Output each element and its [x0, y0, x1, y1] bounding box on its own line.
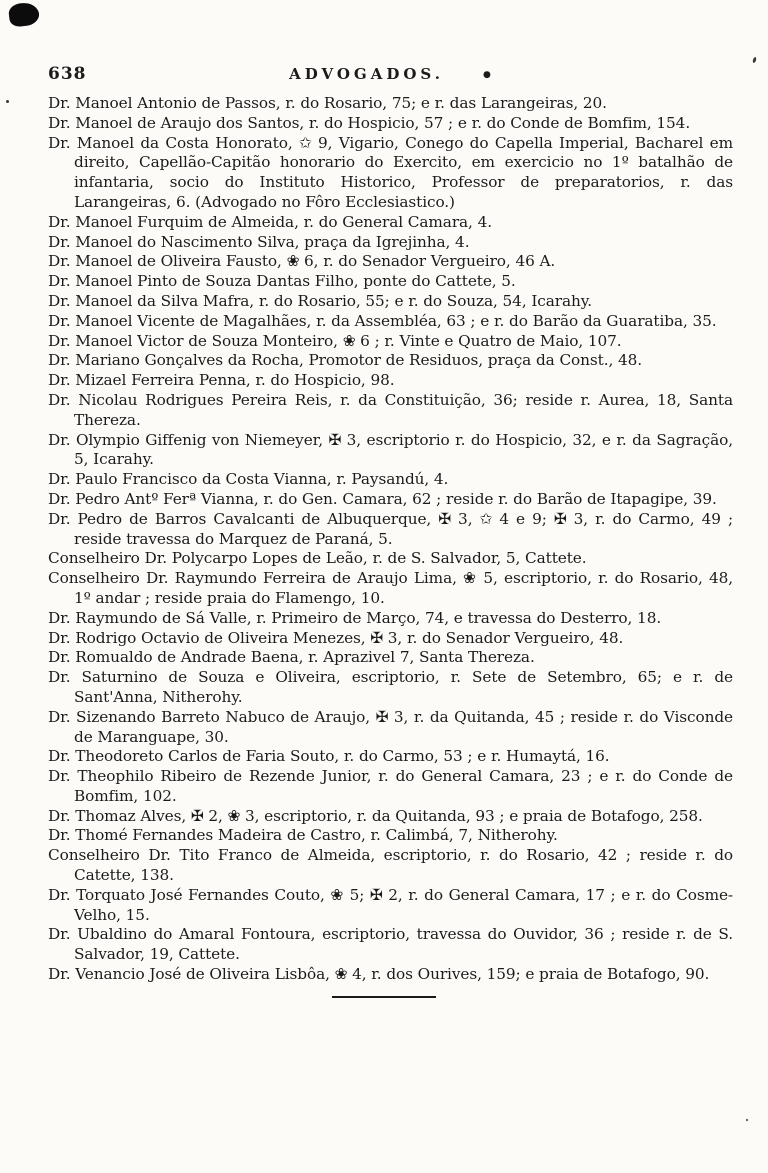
page-number: 638	[48, 64, 87, 84]
entry-list	[48, 94, 733, 985]
directory-entry: Dr. Manoel Pinto de Souza Dantas Filho, ponte do Cattete, 5.	[48, 272, 516, 291]
directory-entry: Dr. Pedro de Barros Cavalcanti de Albuquerque, ✠ 3, ✩ 4 e 9; ✠ 3, r. do Carmo, 49 ; reside travessa do Marquez de Paraná, 5.	[48, 509, 733, 548]
end-of-section-rule	[332, 996, 436, 998]
header-center	[289, 64, 491, 83]
directory-entry: Conselheiro Dr. Raymundo Ferreira de Araujo Lima, ❀ 5, escriptorio, r. do Rosario, 48, 1º andar ; reside praia do Flamengo, 10.	[48, 569, 733, 607]
directory-entry: Dr. Romualdo de Andrade Baena, r. Aprazivel 7, Santa Thereza.	[48, 648, 535, 667]
directory-entry: Dr. Saturnino de Souza e Oliveira, escriptorio, r. Sete de Setembro, 65; e r. de Sant'Anna, Nitherohy.	[48, 668, 733, 706]
directory-entry: Dr. Theophilo Ribeiro de Rezende Junior, r. do General Camara, 23 ; e r. do Conde de Bomfim, 102.	[48, 767, 733, 805]
scan-artifact-ink-blob	[8, 1, 41, 27]
scan-speck	[6, 100, 9, 103]
directory-entry: Dr. Manoel de Araujo dos Santos, r. do Hospicio, 57 ; e r. do Conde de Bomfim, 154.	[48, 113, 691, 132]
directory-entry: Dr. Pedro Antº Ferª Vianna, r. do Gen. Camara, 62 ; reside r. do Barão de Itapagipe, 39.	[48, 489, 717, 508]
directory-entry: Conselheiro Dr. Polycarpo Lopes de Leão, r. de S. Salvador, 5, Cattete.	[48, 549, 587, 568]
directory-entry: Dr. Olympio Giffenig von Niemeyer, ✠ 3, escriptorio r. do Hospicio, 32, e r. da Sagração, 5, Icarahy.	[48, 430, 733, 469]
directory-entry: Dr. Theodoreto Carlos de Faria Souto, r. do Carmo, 53 ; e r. Humaytá, 16.	[48, 747, 610, 766]
directory-entry: Dr. Mariano Gonçalves da Rocha, Promotor de Residuos, praça da Const., 48.	[48, 351, 643, 370]
directory-entry: Dr. Manoel de Oliveira Fausto, ❀ 6, r. do Senador Vergueiro, 46 A.	[48, 252, 556, 271]
directory-entry: Dr. Raymundo de Sá Valle, r. Primeiro de Março, 74, e travessa do Desterro, 18.	[48, 608, 662, 627]
bullet-icon: ●	[483, 70, 491, 80]
scan-speck	[752, 57, 757, 64]
directory-entry: Dr. Manoel Furquim de Almeida, r. do General Camara, 4.	[48, 212, 492, 231]
directory-entry: Dr. Manoel da Silva Mafra, r. do Rosario, 55; e r. do Souza, 54, Icarahy.	[48, 291, 593, 310]
directory-entry: Conselheiro Dr. Tito Franco de Almeida, escriptorio, r. do Rosario, 42 ; reside r. do Catette, 138.	[48, 846, 733, 885]
directory-entry: Dr. Manoel do Nascimento Silva, praça da Igrejinha, 4.	[48, 232, 470, 251]
directory-entry: Dr. Manoel da Costa Honorato, ✩ 9, Vigario, Conego do Capella Imperial, Bacharel em direito, Capellão-Capitão honorario do Exercito, em exercicio no 1º batalhão de infantaria, socio do Instituto Historico, Professor de preparatorios, r. das Larangeiras, 6. (Advogado no Fôro Ecclesiastico.)	[48, 133, 733, 211]
directory-entry: Dr. Nicolau Rodrigues Pereira Reis, r. da Constituição, 36; reside r. Aurea, 18, Santa Thereza.	[48, 390, 733, 429]
directory-entry: Dr. Manoel Victor de Souza Monteiro, ❀ 6 ; r. Vinte e Quatro de Maio, 107.	[48, 331, 622, 350]
page-title: ADVOGADOS.	[289, 65, 444, 83]
directory-entry: Dr. Thomaz Alves, ✠ 2, ❀ 3, escriptorio, r. da Quitanda, 93 ; e praia de Botafogo, 258.	[48, 806, 703, 825]
page-header	[48, 64, 732, 86]
directory-entry: Dr. Venancio José de Oliveira Lisbôa, ❀ 4, r. dos Ourives, 159; e praia de Botafogo, 90.	[48, 965, 710, 984]
directory-entry: Dr. Manoel Antonio de Passos, r. do Rosario, 75; e r. das Larangeiras, 20.	[48, 94, 607, 112]
directory-entry: Dr. Manoel Vicente de Magalhães, r. da Assembléa, 63 ; e r. do Barão da Guaratiba, 35.	[48, 311, 717, 330]
directory-entry: Dr. Mizael Ferreira Penna, r. do Hospicio, 98.	[48, 371, 395, 390]
directory-entry: Dr. Torquato José Fernandes Couto, ❀ 5; ✠ 2, r. do General Camara, 17 ; e r. do Cosme-Velho, 15.	[48, 885, 733, 924]
directory-entry: Dr. Rodrigo Octavio de Oliveira Menezes, ✠ 3, r. do Senador Vergueiro, 48.	[48, 628, 624, 647]
directory-entry: Dr. Thomé Fernandes Madeira de Castro, r. Calimbá, 7, Nitherohy.	[48, 826, 558, 845]
directory-entry: Dr. Paulo Francisco da Costa Vianna, r. Paysandú, 4.	[48, 470, 449, 489]
directory-entry: Dr. Ubaldino do Amaral Fontoura, escriptorio, travessa do Ouvidor, 36 ; reside r. de S. Salvador, 19, Cattete.	[48, 925, 733, 964]
directory-entry: Dr. Sizenando Barreto Nabuco de Araujo, ✠ 3, r. da Quitanda, 45 ; reside r. do Visconde de Maranguape, 30.	[48, 707, 733, 746]
scan-speck	[746, 1119, 748, 1121]
